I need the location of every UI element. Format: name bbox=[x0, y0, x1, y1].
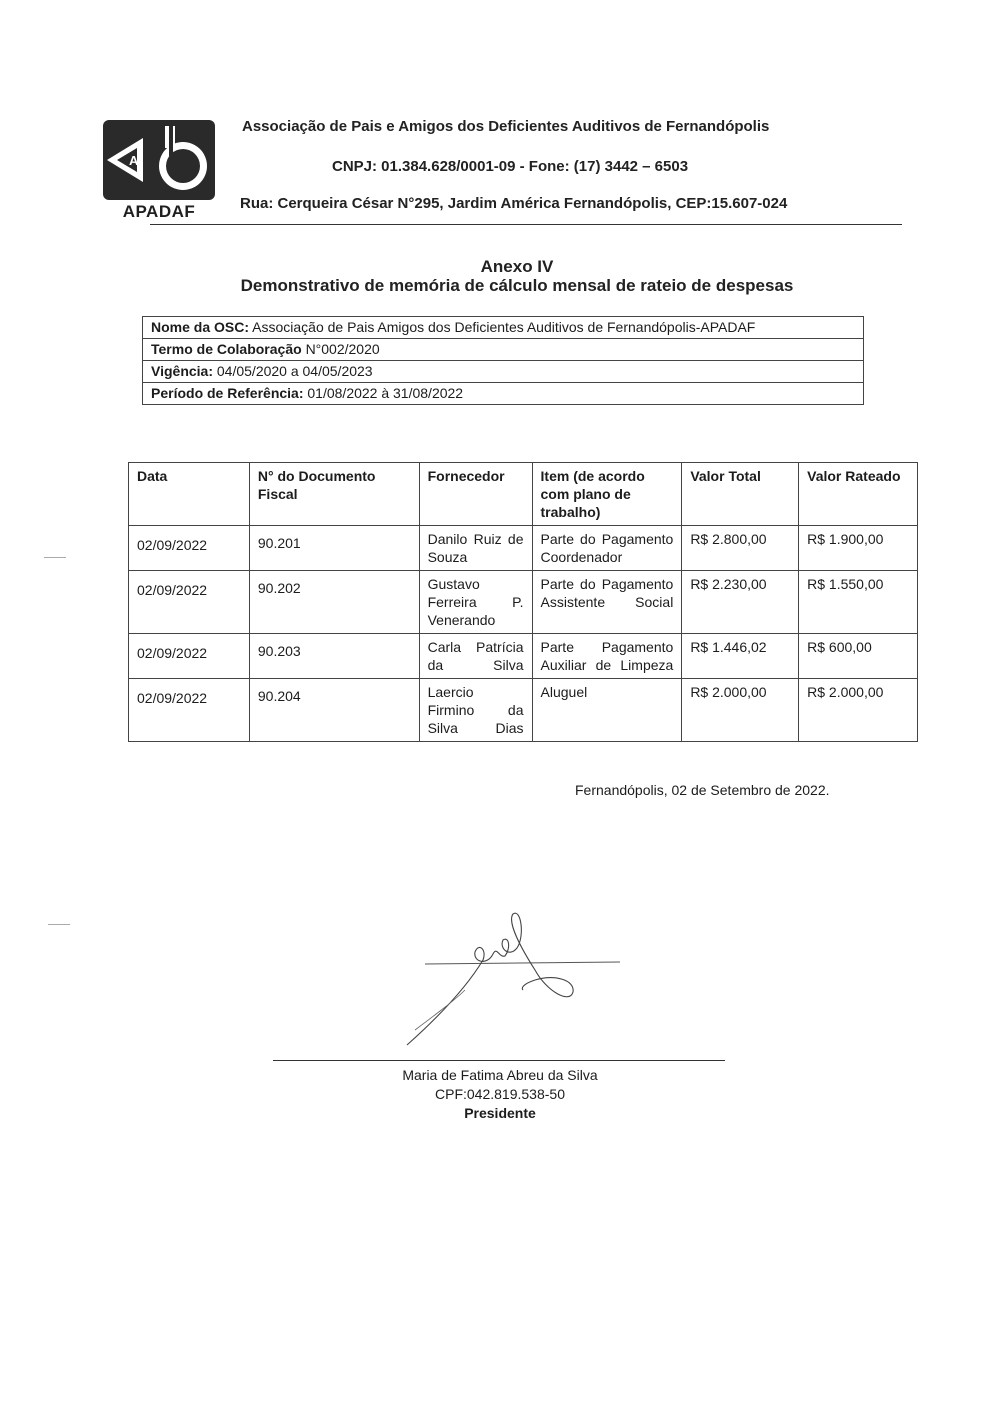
osc-label: Nome da OSC: bbox=[151, 319, 250, 335]
expense-table bbox=[128, 462, 918, 742]
vigencia-row bbox=[143, 360, 863, 382]
cell-doc: 90.203 bbox=[249, 634, 419, 679]
org-address: Rua: Cerqueira César N°295, Jardim América Fernandópolis, CEP:15.607-024 bbox=[240, 195, 788, 212]
logo-text: APADAF bbox=[122, 202, 196, 221]
handwritten-signature bbox=[395, 900, 635, 1050]
cell-rateado: R$ 2.000,00 bbox=[799, 679, 918, 742]
osc-value: Associação de Pais Amigos dos Deficientes Auditivos de Fernandópolis-APADAF bbox=[252, 319, 756, 335]
logo-emblem bbox=[103, 120, 215, 200]
cell-total: R$ 2.000,00 bbox=[682, 679, 799, 742]
table-header-row bbox=[129, 463, 918, 526]
table-row bbox=[129, 679, 918, 742]
periodo-value: 01/08/2022 à 31/08/2022 bbox=[307, 385, 464, 401]
place-date: Fernandópolis, 02 de Setembro de 2022. bbox=[575, 782, 830, 798]
cell-total: R$ 2.230,00 bbox=[682, 571, 799, 634]
apadaf-logo bbox=[103, 120, 215, 220]
cell-total: R$ 2.800,00 bbox=[682, 526, 799, 571]
col-header-supplier: Fornecedor bbox=[419, 463, 532, 526]
svg-text:A: A bbox=[129, 153, 139, 168]
signer-role: Presidente bbox=[464, 1105, 536, 1121]
periodo-row bbox=[143, 382, 863, 404]
cell-date: 02/09/2022 bbox=[129, 526, 250, 571]
ear-emblem-icon bbox=[103, 120, 215, 200]
signer-name: Maria de Fatima Abreu da Silva bbox=[402, 1067, 598, 1083]
cell-item: Parte do Pagamento Coordenador bbox=[532, 526, 682, 571]
cell-item: Aluguel bbox=[532, 679, 682, 742]
termo-row bbox=[143, 338, 863, 360]
cnpj-phone: CNPJ: 01.384.628/0001-09 - Fone: (17) 3442 – 6503 bbox=[332, 158, 689, 175]
cell-item: Parte Pagamento Auxiliar de Limpeza bbox=[532, 634, 682, 679]
cell-supplier: Danilo Ruiz de Souza bbox=[419, 526, 532, 571]
cell-date: 02/09/2022 bbox=[129, 679, 250, 742]
cell-doc: 90.204 bbox=[249, 679, 419, 742]
cell-total: R$ 1.446,02 bbox=[682, 634, 799, 679]
col-header-rateado: Valor Rateado bbox=[799, 463, 918, 526]
termo-label: Termo de Colaboração bbox=[151, 341, 302, 357]
cell-doc: 90.202 bbox=[249, 571, 419, 634]
cell-item: Parte do Pagamento Assistente Social bbox=[532, 571, 682, 634]
org-name: Associação de Pais e Amigos dos Deficientes Auditivos de Fernandópolis bbox=[242, 118, 770, 135]
scan-mark bbox=[44, 557, 66, 558]
cell-date: 02/09/2022 bbox=[129, 634, 250, 679]
col-header-doc: N° do Documento Fiscal bbox=[249, 463, 419, 526]
col-header-date: Data bbox=[129, 463, 250, 526]
annex-title: Anexo IV bbox=[480, 257, 554, 276]
cell-doc: 90.201 bbox=[249, 526, 419, 571]
cell-rateado: R$ 600,00 bbox=[799, 634, 918, 679]
cell-date: 02/09/2022 bbox=[129, 571, 250, 634]
periodo-label: Período de Referência: bbox=[151, 385, 304, 401]
table-row bbox=[129, 571, 918, 634]
cell-rateado: R$ 1.900,00 bbox=[799, 526, 918, 571]
cell-supplier: Carla Patrícia da Silva bbox=[419, 634, 532, 679]
osc-info-box bbox=[142, 316, 864, 405]
document-subtitle: Demonstrativo de memória de cálculo mensal de rateio de despesas bbox=[240, 276, 794, 295]
signature-block bbox=[340, 1066, 660, 1123]
signer-cpf: CPF:042.819.538-50 bbox=[435, 1086, 565, 1102]
table-row bbox=[129, 634, 918, 679]
signature-line bbox=[273, 1060, 725, 1061]
cell-supplier: Gustavo Ferreira P. Venerando bbox=[419, 571, 532, 634]
header-divider bbox=[150, 224, 902, 225]
osc-name-row bbox=[143, 317, 863, 338]
col-header-total: Valor Total bbox=[682, 463, 799, 526]
col-header-item: Item (de acordo com plano de trabalho) bbox=[532, 463, 682, 526]
table-row bbox=[129, 526, 918, 571]
vigencia-label: Vigência: bbox=[151, 363, 213, 379]
scan-mark bbox=[48, 924, 70, 925]
vigencia-value: 04/05/2020 a 04/05/2023 bbox=[216, 363, 373, 379]
termo-value: N°002/2020 bbox=[305, 341, 380, 357]
cell-rateado: R$ 1.550,00 bbox=[799, 571, 918, 634]
cell-supplier: Laercio Firmino da Silva Dias bbox=[419, 679, 532, 742]
